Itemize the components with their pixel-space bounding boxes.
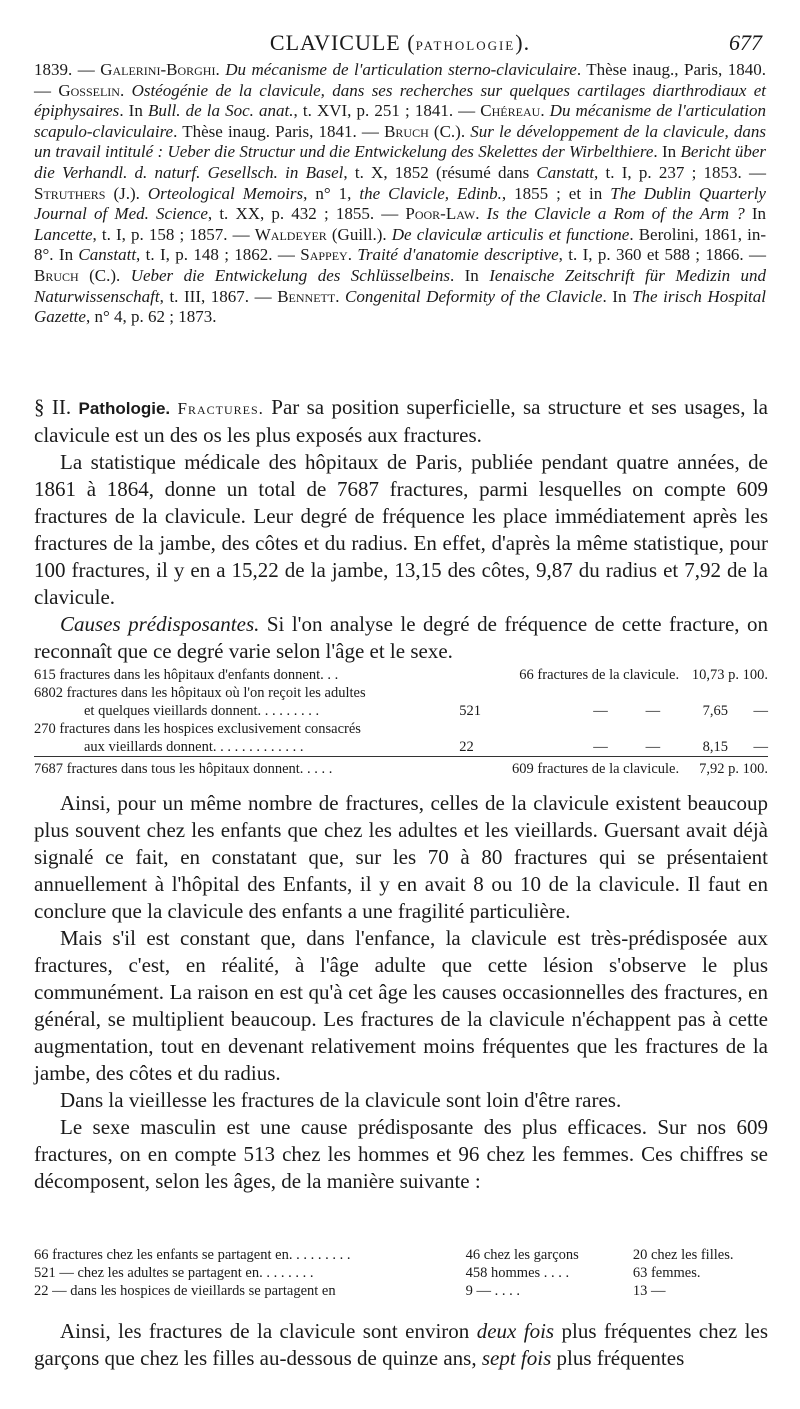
paragraph-sex: Le sexe masculin est une cause prédisposante des plus efficaces. Sur nos 609 fractures, on en compte 513 chez les hommes et 96 chez les femmes. Ces chiffres se décomposent, selon les âges, de la manière suivante : [34, 1115, 768, 1193]
section-heading-paragraph: § II. Pathologie. Fractures. Par sa position superficielle, sa structure et ses usages, la clavicule est un des os les plus exposés aux fractures. [34, 395, 768, 447]
citation-text: (C.). [78, 265, 131, 285]
work-title: Du mécanisme de l'articulation scapulo-claviculaire [34, 101, 766, 141]
bibliography-block [34, 60, 766, 328]
table-row: 6802 fractures dans les hôpitaux où l'on reçoit les adultes [34, 685, 366, 701]
table-cell: 63 femmes. [632, 1265, 701, 1281]
citation-text: , t. X, 1852 (résumé dans [343, 162, 537, 182]
work-title: De claviculæ articulis et functione [391, 224, 630, 244]
table-cell: 9 — . . . . [465, 1283, 521, 1299]
table-row: aux vieillards donnent. . . . . . . . . . . . . 22 — — 8,15 — [84, 739, 768, 755]
author-name: Bruch [384, 121, 429, 141]
table-row: 615 fractures dans les hôpitaux d'enfants donnent. . . 66 fractures de la clavicule. 10,73 p. 100. [34, 667, 768, 683]
work-title: Ienaische Zeitschrift für Medizin und Naturwissenschaft [34, 265, 766, 306]
citation-text: , t. XVI, p. 251 ; 1841. — [293, 101, 481, 121]
author-name: Gosselin [58, 80, 120, 100]
author-name: Galerini-Borghi [100, 60, 216, 79]
citation-text: . In [602, 286, 633, 306]
citation-text: 1839. — [34, 60, 101, 79]
table-cell: 66 fractures chez les enfants se partagent en. . . . . . . . . [34, 1247, 351, 1263]
work-title: The irisch Hospital Gazette [34, 286, 766, 327]
citation-text: . In [653, 142, 681, 162]
author-name: Chéreau [480, 101, 541, 121]
citation-text: . [335, 286, 346, 306]
work-title: The Dublin Quarterly Journal of Med. Science [34, 183, 766, 224]
work-title: Traité d'anatomie descriptive [357, 245, 559, 265]
citation-text: . Berolini, 1861, in-8°. In [34, 224, 766, 265]
citation-text: , t. III, 1867. — [159, 286, 278, 306]
table-row: 270 fractures dans les hospices exclusivement consacrés [34, 721, 361, 737]
paragraph-causes: Causes prédisposantes. Si l'on analyse le degré de fréquence de cette fracture, on reconnaît que ce degré varie selon l'âge et le sexe. [34, 612, 768, 663]
section-subtitle: Fractures. [177, 399, 264, 418]
running-header [38, 30, 762, 56]
citation-text: . In [449, 265, 490, 285]
citation-text: , t. XX, p. 432 ; 1855. — [207, 204, 406, 224]
citation-text: . Thèse inaug., Paris, 1840. — [34, 60, 767, 100]
work-title: Ueber die Entwickelung des Schlüsselbeins [130, 265, 450, 285]
table-cell: 22 — dans les hospices de vieillards se partagent en [34, 1283, 336, 1299]
citation-text: , t. I, p. 148 ; 1862. — [136, 245, 301, 265]
citation-text: . [475, 204, 487, 224]
table-cell: 458 hommes . . . . [465, 1265, 570, 1281]
running-title: CLAVICULE (PATHOLOGIE). [269, 30, 531, 55]
table-cell: 13 — [632, 1283, 666, 1299]
table-cell: 521 — chez les adultes se partagent en. . . . . . . . [34, 1265, 314, 1281]
work-title: Is the Clavicle a Rom of the Arm ? [486, 204, 745, 224]
table-row: et quelques vieillards donnent. . . . . . . . . 521 — — 7,65 — [84, 703, 768, 719]
paragraph-statistics: La statistique médicale des hôpitaux de Paris, publiée pendant quatre années, de 1861 à 1864, donne un total de 7687 fractures, parmi lesquelles on compte 609 fractures de la clavicule. Leur degré de fréquence les place immédiatement après les fractures de la jambe, des côtes et du radius. En effet, d'après la même statistique, pour 100 fractures, il y en a 15,22 de la jambe, 13,15 des côtes, 9,87 du radius et 7,92 de la clavicule. [34, 450, 768, 609]
citation-text: . [540, 101, 550, 121]
table-cell: 46 chez les garçons [465, 1247, 579, 1263]
section-body-1 [34, 394, 768, 665]
work-title: Canstatt [536, 162, 595, 182]
citation-text: . [215, 60, 226, 79]
paragraph-conclusion: Ainsi, les fractures de la clavicule sont environ deux fois plus fréquentes chez les garçons que chez les filles au-dessous de quinze ans, sept fois plus fréquentes [34, 1319, 768, 1370]
section-body-3 [34, 1318, 768, 1372]
work-title: the Clavicle, Edinb. [359, 183, 502, 203]
citation-text: , t. I, p. 158 ; 1857. — [92, 224, 255, 244]
table-total-row: 7687 fractures dans tous les hôpitaux donnent. . . . . 609 fractures de la clavicule. 7,92 p. 100. [34, 757, 768, 779]
section-body-2 [34, 790, 768, 1195]
work-title: Lancette [34, 224, 93, 244]
citation-text: (J.). [105, 183, 148, 203]
fracture-table-2 [34, 1246, 768, 1300]
citation-text: . In [119, 101, 148, 121]
paragraph-children: Ainsi, pour un même nombre de fractures, celles de la clavicule existent beaucoup plus souvent chez les enfants que chez les adultes et les vieillards. Guersant avait déjà signalé ce fait, en constatant que, sur les 70 à 80 fractures qui se présentaient annuellement à l'hôpital des Enfants, il y en avait 8 ou 10 de la clavicule. Il faut en conclure que la clavicule des enfants a une fragilité particulière. [34, 791, 768, 923]
table-row [34, 1264, 768, 1282]
citation-text: (Guill.). [326, 224, 392, 244]
citation-text: . [347, 245, 358, 265]
work-title: Canstatt [78, 245, 137, 265]
author-name: Sappey [300, 245, 348, 265]
author-name: Struthers [34, 183, 106, 203]
author-name: Bennett [277, 286, 336, 306]
work-title: Du mécanisme de l'articulation sterno-claviculaire [225, 60, 577, 79]
work-title: Bull. de la Soc. anat. [147, 101, 294, 121]
citation-text: In [744, 204, 767, 224]
author-name: Poor-Law [405, 204, 476, 224]
work-title: Sur le développement de la clavicule, dans un travail intitulé : Ueber die Structur und die Entwickelung des Skelettes der Wirbelthiere [34, 121, 766, 162]
table-row [34, 1282, 768, 1300]
work-title: Bericht über die Verhandl. d. naturf. Gesellsch. in Basel [34, 142, 766, 182]
citation-text: , t. I, p. 360 et 588 ; 1866. — [558, 245, 766, 265]
page-number: 677 [729, 30, 762, 55]
work-title: Congenital Deformity of the Clavicle [345, 286, 603, 306]
citation-text: (C.). [428, 121, 471, 141]
table-row [34, 1246, 768, 1264]
citation-text: , n° 1, [303, 183, 360, 203]
section-number: § II. [34, 395, 72, 419]
paragraph-adults: Mais s'il est constant que, dans l'enfance, la clavicule est très-prédisposée aux fractures, c'est, en réalité, à l'âge adulte que cette lésion s'observe le plus communément. La raison en est qu'à cet âge les causes occasionnelles des fractures, en général, se multiplient beaucoup. Les fractures de la clavicule n'échappent pas à cette augmentation, tout en devenant relativement moins fréquentes que les fractures de la jambe, des côtes et du radius. [34, 926, 768, 1085]
citation-text: , 1855 ; et in [501, 183, 611, 203]
table-cell: 20 chez les filles. [632, 1247, 734, 1263]
work-title: Orteological Memoirs [147, 183, 304, 203]
fracture-table-1 [34, 666, 768, 778]
citation-text: , n° 4, p. 62 ; 1873. [85, 307, 217, 327]
citation-text: . [119, 80, 132, 100]
section-title: Pathologie. [78, 399, 171, 418]
work-title: Ostéogénie de la clavicule, dans ses recherches sur quelques cartilages diarthrodiaux et épiphysaires [34, 80, 767, 121]
paragraph-elderly: Dans la vieillesse les fractures de la clavicule sont loin d'être rares. [60, 1088, 622, 1112]
author-name: Waldeyer [254, 224, 327, 244]
citation-text: . Thèse inaug. Paris, 1841. — [173, 121, 385, 141]
citation-text: , t. I, p. 237 ; 1853. — [594, 162, 767, 182]
author-name: Bruch [34, 265, 79, 285]
